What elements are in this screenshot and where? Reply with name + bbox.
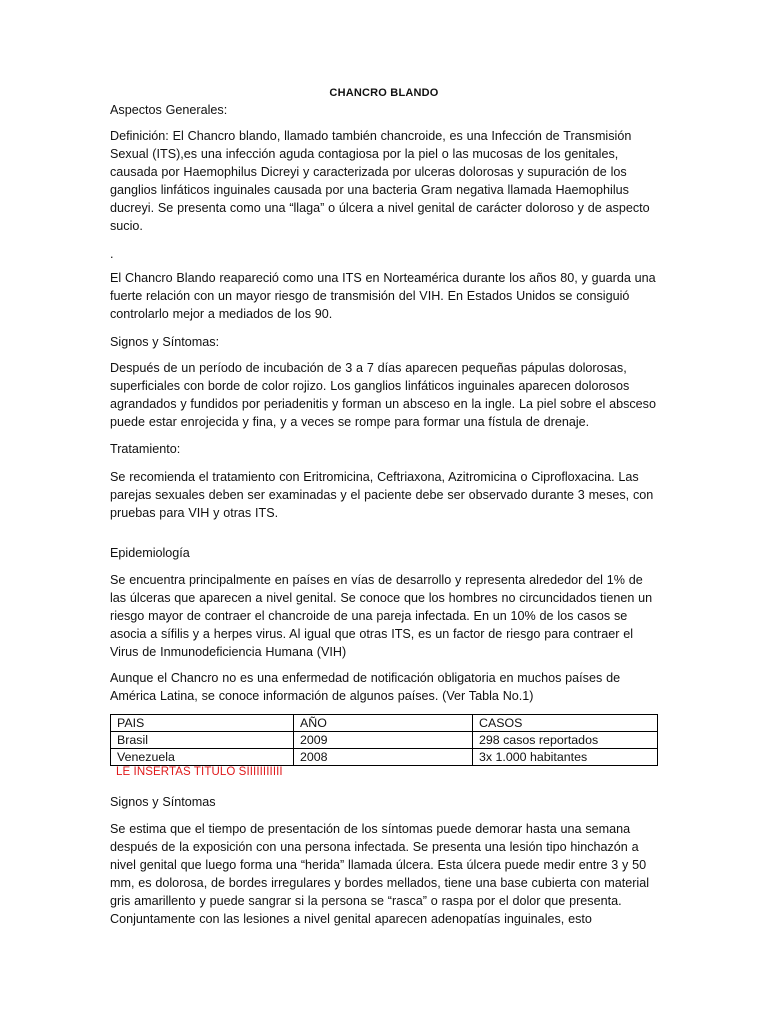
table-cell: 2009 — [294, 732, 473, 749]
table-header-cell: PAIS — [111, 715, 294, 732]
table-header-cell: CASOS — [473, 715, 658, 732]
paragraph-reaparicion: El Chancro Blando reapareció como una ITS en Norteamérica durante los años 80, y guarda una fuerte relación con un mayor riesgo de transmisión del VIH. En Estados Unidos se consiguió controlarlo mejor a mediados de los 90. — [110, 271, 656, 321]
heading-tratamiento: Tratamiento: — [110, 442, 181, 456]
table-row — [111, 749, 658, 766]
table-row — [111, 732, 658, 749]
paragraph-tratamiento: Se recomienda el tratamiento con Eritromicina, Ceftriaxona, Azitromicina o Ciprofloxacina. Las parejas sexuales deben ser examinadas y el paciente debe ser observado durante 3 meses, con pruebas para VIH y otras ITS. — [110, 470, 654, 520]
heading-signos-2: Signos y Síntomas — [110, 795, 216, 809]
red-note: LE INSERTAS TITULO SIIIIIIIIIII — [116, 766, 283, 778]
heading-signos: Signos y Síntomas: — [110, 335, 220, 349]
table-cell: 3x 1.000 habitantes — [473, 749, 658, 766]
paragraph-signos: Después de un período de incubación de 3 a 7 días aparecen pequeñas pápulas dolorosas, superficiales con borde de color rojizo. Los ganglios linfáticos inguinales aparecen dolorosos agrandados y fundidos por periadenitis y forman un absceso en la ingle. La piel sobre el absceso puede estar enrojecida y fina, y a veces se rompe para formar una fístula de drenaje. — [110, 361, 656, 429]
heading-epidemiologia: Epidemiología — [110, 546, 190, 560]
table-cell: 2008 — [294, 749, 473, 766]
document-title: CHANCRO BLANDO — [329, 87, 439, 99]
table-header-row — [111, 715, 658, 732]
table-cell: Venezuela — [111, 749, 294, 766]
table-header-cell: AÑO — [294, 715, 473, 732]
table-cell: Brasil — [111, 732, 294, 749]
paragraph-notificacion: Aunque el Chancro no es una enfermedad de notificación obligatoria en muchos países de América Latina, se conoce información de algunos países. (Ver Tabla No.1) — [110, 671, 621, 703]
paragraph-definicion: Definición: El Chancro blando, llamado también chancroide, es una Infección de Transmisión Sexual (ITS),es una infección aguda contagiosa por la piel o las mucosas de los genitales, causada por Haemophilus Dicreyi y caracterizada por ulceras dolorosas y supuración de los ganglios linfáticos inguinales causada por una bacteria Gram negativa llamada Haemophilus ducreyi. Se presenta como una “llaga” o úlcera a nivel genital de carácter doloroso y de aspecto sucio. — [110, 129, 650, 233]
paragraph-dot: . — [110, 247, 114, 261]
casos-table — [110, 714, 658, 766]
paragraph-epidemiologia: Se encuentra principalmente en países en vías de desarrollo y representa alrededor del 1% de las úlceras que aparecen a nivel genital. Se conoce que los hombres no circuncidados tienen un riesgo mayor de contraer el chancroide de una pareja infectada. En un 10% de los casos se asocia a sífilis y a herpes virus. Al igual que otras ITS, es un factor de riesgo para contraer el Virus de Inmunodeficiencia Humana (VIH) — [110, 573, 653, 659]
paragraph-signos-2: Se estima que el tiempo de presentación de los síntomas puede demorar hasta una semana después de la exposición con una persona infectada. Se presenta una lesión tipo hinchazón a nivel genital que luego forma una “herida” llamada úlcera. Esta úlcera puede medir entre 3 y 50 mm, es dolorosa, de bordes irregulares y bordes mellados, tiene una base cubierta con material gris amarillento y puede sangrar si la persona se “rasca” o raspa por el dolor que presenta. Conjuntamente con las lesiones a nivel genital aparecen adenopatías inguinales, esto — [110, 822, 650, 926]
heading-aspectos: Aspectos Generales: — [110, 103, 228, 117]
table-cell: 298 casos reportados — [473, 732, 658, 749]
